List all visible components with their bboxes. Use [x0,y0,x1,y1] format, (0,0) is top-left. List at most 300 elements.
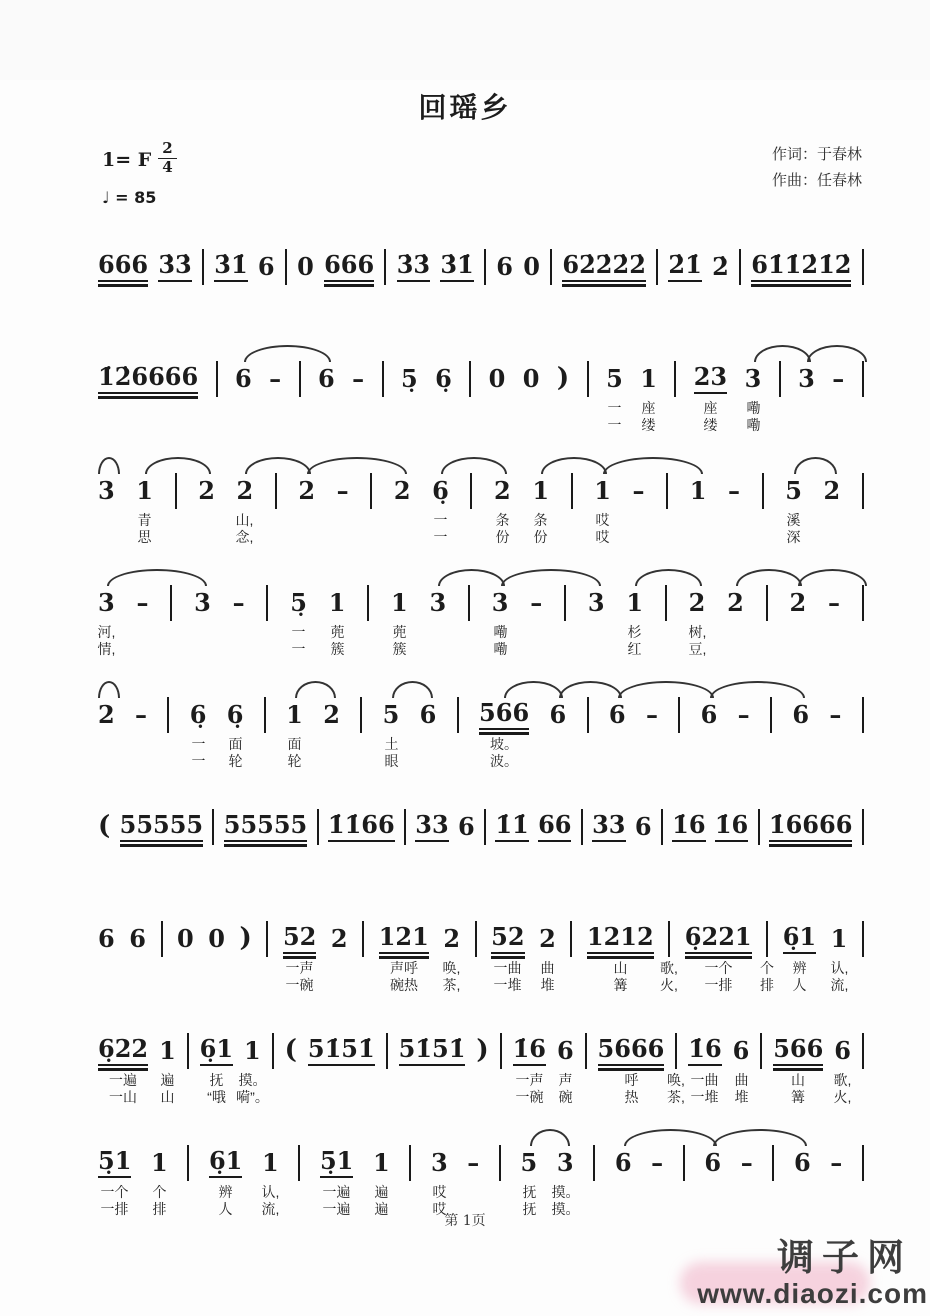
lyric-syllable: 哎 [595,512,610,528]
note: 6 [834,1036,851,1065]
lyric-syllable: 一碗 [515,1089,544,1105]
lyric-syllable: 眼 [384,753,399,769]
lyric-syllable: 一碗 [285,977,314,993]
barline [772,1145,774,1181]
note: 6 [129,924,146,953]
note: 61̇1̇2̇1̇2̇ [751,253,851,282]
lyric-syllable: 份 [495,529,510,545]
note: 6 [793,1148,811,1177]
time-signature-bottom: 4 [162,158,173,177]
note: 1212 [587,925,654,954]
barline [862,585,864,621]
lyric-syllable: 摸。 [551,1184,580,1200]
notes-row [98,336,864,394]
score [98,224,864,1232]
note: 6 [608,700,626,729]
lyric-syllable: 山 [613,960,628,976]
scan-artifact [0,0,930,80]
dash-duration: – [135,700,148,729]
note: 6 [556,1036,574,1065]
barline [661,809,663,845]
note: 6 [732,1036,750,1065]
lyric-syllable: 碗 [558,1089,573,1105]
note: 3 [98,476,115,505]
lyric-syllable: 哎 [432,1184,447,1200]
barline [683,1145,685,1181]
note: 3 [429,588,447,617]
lyric-syllable: 座 [703,400,718,416]
barline [862,697,864,733]
note: 3 [798,364,815,393]
note: 2 [98,700,115,729]
lyric-syllable: 深 [786,529,801,545]
note: 2 [330,924,348,953]
note: 0 [297,252,314,281]
lyric-syllable: 哎 [432,1201,447,1217]
lyric-syllable: 条 [533,512,548,528]
note: 6̣1 [783,925,816,954]
note: 66 [538,813,571,842]
note: 5 [606,364,623,393]
note: 6 [98,924,115,953]
barline [457,697,459,733]
note: 3̇3̇ [158,253,191,282]
lyric-syllable: 曲 [540,960,555,976]
composer-credit: 作曲：任春林 [771,172,862,190]
lyric-syllable: 一 [433,529,448,545]
lyric-syllable: 杉 [627,624,642,640]
lyric-syllable: 遍 [160,1072,175,1088]
lyric-syllable: 条 [495,512,510,528]
barline [469,361,471,397]
score-line [98,448,864,560]
lyric-syllable: 面 [287,736,302,752]
barline [161,921,163,957]
lyric-syllable: 缕 [641,417,656,433]
lyric-syllable: 蔸 [392,624,407,640]
barline [862,921,864,957]
note: 6 [549,700,567,729]
lyric-syllable: 辨 [218,1184,233,1200]
score-line [98,560,864,672]
lyric-syllable: 流, [830,977,849,993]
barline [360,697,362,733]
lyric-syllable: 缕 [703,417,718,433]
note: 6̣221 [685,925,752,954]
note: 55555 [224,813,308,842]
note: 121 [379,925,429,954]
lyric-syllable: 一 [191,753,206,769]
note: 1̇1̇66 [328,813,395,842]
note: 52 [283,925,316,954]
note: 3 [744,364,762,393]
note: 5 [382,700,400,729]
lyric-syllable: 呼 [624,1072,639,1088]
dash-duration: – [269,364,282,393]
barline [587,697,589,733]
note: 1̇6666 [769,813,853,842]
notes-row [98,224,864,282]
lyric-syllable: 一遍 [109,1072,137,1088]
lyric-syllable: 嗬”。 [236,1089,269,1105]
note: 6̣1 [200,1037,233,1066]
barline [384,249,386,285]
tempo-marking: ♩ = 85 [102,187,157,207]
barline [484,809,486,845]
score-line [98,336,864,448]
note: 6 [419,700,437,729]
lyric-syllable: 唤, [442,960,461,976]
note: 33 [415,813,448,842]
barline [862,809,864,845]
note: 1 [640,364,657,393]
dash-duration: – [530,588,543,617]
barline [170,585,172,621]
notes-row [98,448,864,506]
note: 0 [488,364,506,393]
dash-duration: – [830,1148,843,1177]
barline [370,473,372,509]
barline [386,1033,388,1069]
dash-duration: – [352,364,365,393]
note: 1̇1̇ [495,813,528,842]
lyric-syllable: 蔸 [330,624,345,640]
lyric-syllable: 一山 [109,1089,137,1105]
parenthesis: ( [284,1035,297,1065]
note: 3 [556,1148,574,1177]
note: 51̇51̇ [399,1037,466,1066]
note: 3̇1̇ [214,253,247,282]
lyric-syllable: 一曲 [690,1072,719,1088]
note: 3̇3̇ [397,253,430,282]
barline [581,809,583,845]
lyric-syllable: 人 [218,1201,233,1217]
lyric-syllable: 波。 [490,753,518,769]
note: 5666 [598,1037,665,1066]
barline [187,1033,189,1069]
note: 6 [458,812,475,841]
lyric-syllable: 河, [97,624,116,640]
barline [593,1145,595,1181]
parenthesis: ) [556,363,570,393]
notes-row [98,672,864,730]
lyric-syllable: 堆 [734,1089,749,1105]
note: 1̇2̇6666 [98,365,198,394]
dash-duration: – [740,1148,753,1177]
barline [317,809,319,845]
barline [266,921,268,957]
notes-row [98,896,864,954]
dash-duration: – [467,1148,480,1177]
lyric-syllable: 轮 [228,753,243,769]
note: 3 [98,588,115,617]
lyric-syllable: 一遍 [322,1201,351,1217]
lyric-syllable: 份 [533,529,548,545]
note: 0 [523,252,540,281]
lyric-syllable: 情, [97,641,116,657]
dash-duration: – [827,588,840,617]
barline [550,249,552,285]
note: 3 [430,1148,448,1177]
barline [678,697,680,733]
lyric-syllable: 遍 [374,1184,389,1200]
barline [779,361,781,397]
barline [666,473,668,509]
note: 666 [98,253,148,282]
lyric-syllable: 歌, [660,960,678,976]
barline [167,697,169,733]
parenthesis: ) [476,1035,489,1065]
barline [587,361,589,397]
barline [656,249,658,285]
notes-row [98,784,864,842]
note: 2 [198,476,215,505]
time-signature-top: 2 [158,140,176,159]
lyric-syllable: 篝 [791,1089,805,1105]
note: 2 [323,700,340,729]
dash-duration: – [632,476,645,505]
lyric-syllable: 声 [558,1072,573,1088]
note: 2 [443,924,461,953]
lyric-syllable: 一堆 [690,1089,719,1105]
dash-duration: – [336,476,349,505]
lyric-syllable: 一 [607,417,622,433]
note: 2 [393,476,411,505]
note: 2̇1̇ [668,253,701,282]
site-watermark [697,1238,928,1309]
lyric-syllable: 一 [191,736,206,752]
note: 55555 [120,813,204,842]
note: 2 [298,476,316,505]
lyric-syllable: 抚 [209,1072,224,1088]
lyric-syllable: 一曲 [493,960,522,976]
lyric-syllable: 碗热 [390,977,418,993]
lyric-syllable: 簇 [392,641,407,657]
lyric-syllable: 座 [641,400,656,416]
lyric-syllable: 坡。 [490,736,518,752]
notes-row [98,1120,864,1178]
note: 5̣ [290,588,307,617]
barline [862,249,864,285]
barline [862,473,864,509]
note: 1 [159,1036,176,1065]
credits-block [772,142,862,195]
note: 1 [262,1148,279,1177]
lyric-syllable: 人 [792,977,807,993]
song-title: 回瑶乡 [418,91,512,124]
lyric-syllable: 热 [624,1089,639,1105]
meta-row [102,139,862,214]
note: 1 [689,476,707,505]
note: 5 [520,1148,538,1177]
dash-duration: – [651,1148,664,1177]
score-line [98,1008,864,1120]
barline [175,473,177,509]
note: 6 [496,252,513,281]
barline [571,473,573,509]
note: 6̣ [226,700,244,729]
note: 3̇1̇ [440,253,473,282]
lyric-syllable: 溪 [786,512,801,528]
barline [500,1033,502,1069]
note: 6 [318,364,335,393]
note: 23 [694,365,727,394]
note: 6̣22 [98,1037,148,1066]
parenthesis: ( [98,811,111,841]
barline [187,1145,189,1181]
note: 2̇ [712,252,729,281]
note: 6̣ [435,364,452,393]
note: 3 [491,588,509,617]
dash-duration: – [829,700,842,729]
key-label: 1= F [102,149,152,172]
lyric-syllable: 山 [791,1072,805,1088]
lyric-syllable: 山, [235,512,254,528]
lyric-syllable: 抚 [522,1184,537,1200]
note: 1 [136,476,153,505]
lyric-syllable: 一 [291,624,306,640]
score-line [98,224,864,336]
note: 3 [194,588,211,617]
note: 5 [785,476,802,505]
site-name: 调子网 [777,1237,912,1278]
lyric-syllable: 一 [433,512,448,528]
barline [299,361,301,397]
note: 1̇6 [715,813,748,842]
barline [266,585,268,621]
lyric-syllable: 茶, [442,977,461,993]
lyric-syllable: 嘞 [746,400,761,416]
key-tempo-block [102,139,177,207]
lyric-syllable: 土 [384,736,399,752]
note: 1 [373,1148,390,1177]
barline [674,361,676,397]
barline [470,473,472,509]
note: 5̣1 [98,1149,131,1178]
barline [862,1145,864,1181]
barline [404,809,406,845]
lyric-syllable: 一堆 [493,977,522,993]
note: 6̣ [432,476,449,505]
note: 5̣1 [320,1149,353,1178]
note: 2 [688,588,706,617]
note: 5̣ [400,364,418,393]
lyric-syllable: 排 [760,977,774,993]
note: 1 [151,1148,168,1177]
barline [216,361,218,397]
parenthesis: ) [239,923,252,953]
barline [499,1145,501,1181]
note: 1 [594,476,611,505]
note: 1 [830,924,848,953]
note: 2 [789,588,807,617]
note: 566 [479,701,529,730]
note: 6 [700,700,718,729]
lyric-syllable: 轮 [287,753,302,769]
note: 6̣ [189,700,207,729]
barline [585,1033,587,1069]
barline [862,1033,864,1069]
barline [862,361,864,397]
barline [409,1145,411,1181]
note: 1 [626,588,644,617]
barline [212,809,214,845]
note: 62̇2̇2̇2̇ [562,253,646,282]
lyric-syllable: 面 [228,736,243,752]
page-number: 第 1页 [444,1213,486,1229]
lyric-syllable: 排 [152,1201,167,1217]
lyric-syllable: 嘞 [746,417,761,433]
score-line [98,672,864,784]
barline [468,585,470,621]
lyric-syllable: 树, [688,624,707,640]
lyric-syllable: 堆 [540,977,555,993]
barline [770,697,772,733]
lyric-syllable: 簇 [330,641,345,657]
barline [202,249,204,285]
barline [760,1033,762,1069]
note: 3 [587,588,605,617]
barline [668,921,670,957]
lyric-syllable: 一 [291,641,306,657]
barline [272,1033,274,1069]
lyric-syllable: 火, [660,977,678,993]
barline [264,697,266,733]
lyric-syllable: 歌, [833,1072,852,1088]
note: 1̇6 [672,813,705,842]
barline [475,921,477,957]
note: 0 [522,364,540,393]
barline [758,809,760,845]
barline [570,921,572,957]
note: 0 [177,924,194,953]
note: 1 [532,476,550,505]
note: 6 [792,700,810,729]
note: 6 [634,812,652,841]
lyric-syllable: 一个 [704,960,733,976]
lyric-syllable: “哦 [207,1089,226,1105]
note: 2 [494,476,511,505]
note: 51̇51̇ [308,1037,375,1066]
note: 33 [592,813,625,842]
time-signature [158,140,176,177]
lyric-syllable: 篝 [613,977,628,993]
lyric-syllable: 豆, [688,641,707,657]
notes-row [98,560,864,618]
barline [484,249,486,285]
barline [382,361,384,397]
lyric-syllable: 山 [160,1089,175,1105]
barline [285,249,287,285]
barline [675,1033,677,1069]
lyric-syllable: 个 [152,1184,167,1200]
note: 52 [491,925,524,954]
barline [275,473,277,509]
lyric-syllable: 摸。 [551,1201,580,1217]
key-signature [102,139,177,179]
lyric-syllable: 遍 [374,1201,389,1217]
lyric-syllable: 嘞 [493,641,508,657]
dash-duration: – [645,700,658,729]
note: 1 [328,588,346,617]
lyric-syllable: 一排 [100,1201,129,1217]
note: 6̣1 [209,1149,242,1178]
score-line [98,784,864,896]
notes-row [98,1008,864,1066]
barline [762,473,764,509]
note: 2 [539,924,556,953]
lyric-syllable: 曲 [734,1072,749,1088]
